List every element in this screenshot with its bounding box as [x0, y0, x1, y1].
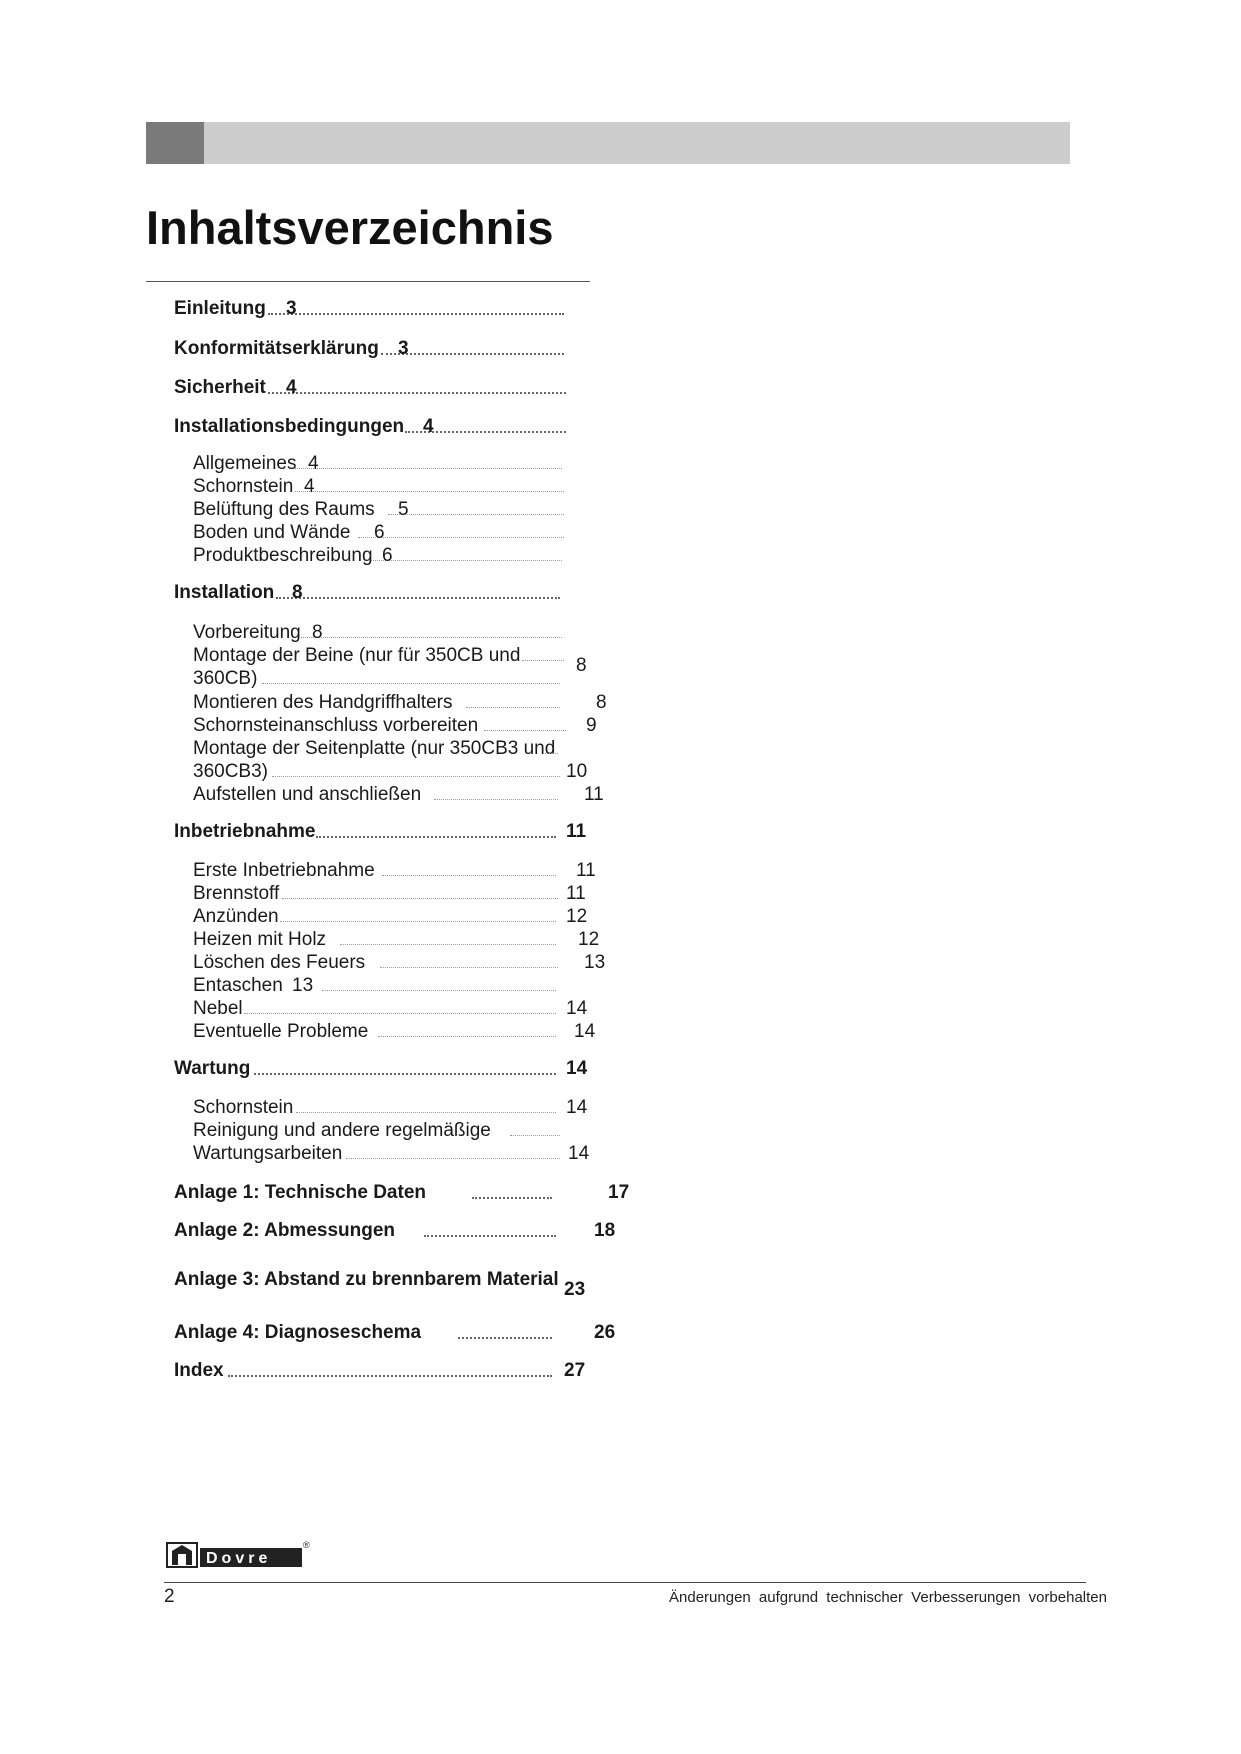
toc-leader-dots: [295, 468, 562, 469]
toc-entry-label: Aufstellen und anschließen: [193, 784, 422, 805]
toc-entry-page: 6: [382, 545, 393, 566]
toc-leader-dots: [368, 560, 562, 561]
toc-entry-page: 4: [423, 416, 434, 437]
toc-entry-page: 4: [308, 453, 319, 474]
toc-leader-dots: [268, 313, 564, 315]
toc-entry-label: Anlage 1: Technische Daten: [174, 1182, 426, 1203]
header-accent-block: [146, 122, 204, 164]
toc-entry-label: Schornstein: [193, 1097, 294, 1118]
toc-leader-dots: [228, 1375, 552, 1377]
toc-entry-page: 26: [594, 1322, 616, 1343]
toc-entry-page: 17: [608, 1182, 630, 1203]
toc-entry-label: Wartung: [174, 1058, 251, 1079]
toc-entry-page: 13: [584, 952, 606, 973]
toc-entry-label: Anlage 2: Abmessungen: [174, 1220, 396, 1241]
toc-leader-dots: [543, 753, 558, 754]
toc-leader-dots: [484, 730, 566, 731]
toc-leader-dots: [276, 597, 560, 599]
page-title: Inhaltsverzeichnis: [146, 201, 554, 254]
toc-leader-dots: [340, 944, 556, 945]
toc-leader-dots: [382, 875, 556, 876]
toc-entry-page: 12: [578, 929, 600, 950]
toc-entry-page: 14: [566, 998, 588, 1019]
toc-leader-dots: [424, 1235, 556, 1237]
svg-text:®: ®: [303, 1540, 310, 1550]
toc-entry-label: Anzünden: [193, 906, 279, 927]
toc-entry-page: 8: [596, 692, 607, 713]
toc-entry-page: 14: [568, 1143, 590, 1164]
toc-leader-dots: [268, 392, 566, 394]
toc-entry-label-continued: Wartungsarbeiten: [193, 1143, 343, 1164]
toc-leader-dots: [296, 637, 562, 638]
toc-entry-page: 10: [566, 761, 588, 782]
toc-leader-dots: [434, 799, 558, 800]
toc-entry-page: 5: [398, 499, 409, 520]
toc-leader-dots: [388, 514, 564, 515]
toc-entry-label: Installationsbedingungen: [174, 416, 405, 437]
toc-entry-label: Sicherheit: [174, 377, 266, 398]
toc-entry-page: 12: [566, 906, 588, 927]
toc-entry-page: 14: [574, 1021, 596, 1042]
toc-leader-dots: [322, 990, 556, 991]
toc-entry-page: 8: [292, 582, 303, 603]
toc-entry-label: Eventuelle Probleme: [193, 1021, 369, 1042]
toc-entry-page: 14: [566, 1097, 588, 1118]
toc-leader-dots: [472, 1197, 552, 1199]
toc-entry-label: Löschen des Feuers: [193, 952, 366, 973]
toc-entry-label: Heizen mit Holz: [193, 929, 327, 950]
toc-leader-dots: [282, 898, 558, 899]
toc-entry-label: Einleitung: [174, 298, 266, 319]
toc-leader-dots: [244, 1013, 556, 1014]
toc-entry-label: Index: [174, 1360, 224, 1381]
toc-entry-label: Schornstein: [193, 476, 294, 497]
toc-entry-page: 4: [304, 476, 315, 497]
toc-leader-dots: [358, 537, 564, 538]
toc-leader-dots: [272, 776, 560, 777]
toc-entry-label: Produktbeschreibung: [193, 545, 373, 566]
toc-entry-page: 11: [576, 860, 596, 881]
toc-entry-label: Boden und Wände: [193, 522, 351, 543]
toc-entry-page: 13: [292, 975, 314, 996]
toc-leader-dots: [458, 1337, 552, 1339]
toc-entry-page: 11: [566, 821, 587, 842]
toc-entry-page: 11: [584, 784, 604, 805]
toc-entry-label: Schornsteinanschluss vorbereiten: [193, 715, 479, 736]
toc-entry-page: 8: [576, 655, 587, 676]
toc-entry-label: Brennstoff: [193, 883, 280, 904]
toc-entry-page: 3: [286, 298, 297, 319]
toc-entry-page: 18: [594, 1220, 616, 1241]
toc-entry-label: Konformitätserklärung: [174, 338, 379, 359]
toc-entry-label: Allgemeines: [193, 453, 297, 474]
toc-entry-label: Nebel: [193, 998, 243, 1019]
toc-entry-label: Inbetriebnahme: [174, 821, 316, 842]
toc-entry-label: Anlage 3: Abstand zu brennbarem Material: [174, 1269, 559, 1290]
toc-entry-page: 23: [564, 1279, 586, 1300]
toc-entry-label: Montage der Beine (nur für 350CB und: [193, 645, 521, 666]
toc-entry-label-continued: 360CB3): [193, 761, 268, 782]
toc-leader-dots: [380, 967, 558, 968]
svg-text:Dovre: Dovre: [206, 1550, 272, 1567]
footer-note: Änderungen aufgrund technischer Verbesserungen vorbehalten: [669, 1589, 1107, 1606]
toc-entry-label: Installation: [174, 582, 275, 603]
toc-entry-page: 3: [398, 338, 409, 359]
toc-entry-label: Vorbereitung: [193, 622, 301, 643]
toc-leader-dots: [296, 1112, 556, 1113]
title-underline: [146, 281, 590, 282]
toc-leader-dots: [510, 1135, 560, 1136]
toc-entry-label: Entaschen: [193, 975, 283, 996]
toc-leader-dots: [295, 491, 564, 492]
toc-entry-page: 14: [566, 1058, 588, 1079]
toc-entry-label: Montage der Seitenplatte (nur 350CB3 und: [193, 738, 556, 759]
toc-entry-label: Anlage 4: Diagnoseschema: [174, 1322, 422, 1343]
toc-leader-dots: [378, 1036, 556, 1037]
toc-leader-dots: [466, 707, 560, 708]
footer-rule: [164, 1582, 1086, 1583]
toc-leader-dots: [346, 1158, 560, 1159]
header-bar: [146, 122, 1070, 164]
toc-leader-dots: [262, 683, 560, 684]
dovre-logo: [166, 1539, 314, 1569]
toc-leader-dots: [280, 921, 556, 922]
toc-entry-label: Reinigung und andere regelmäßige: [193, 1120, 491, 1141]
toc-entry-page: 11: [566, 883, 586, 904]
toc-leader-dots: [522, 660, 564, 661]
toc-entry-page: 27: [564, 1360, 586, 1381]
toc-entry-label: Belüftung des Raums: [193, 499, 375, 520]
toc-leader-dots: [316, 836, 556, 838]
page-number: 2: [164, 1586, 175, 1607]
toc-entry-label: Montieren des Handgriffhalters: [193, 692, 453, 713]
toc-entry-page: 9: [586, 715, 597, 736]
toc-leader-dots: [254, 1073, 556, 1075]
toc-entry-page: 4: [286, 377, 297, 398]
toc-entry-page: 8: [312, 622, 323, 643]
toc-entry-label-continued: 360CB): [193, 668, 258, 689]
toc-entry-label: Erste Inbetriebnahme: [193, 860, 375, 881]
toc-entry-page: 6: [374, 522, 385, 543]
